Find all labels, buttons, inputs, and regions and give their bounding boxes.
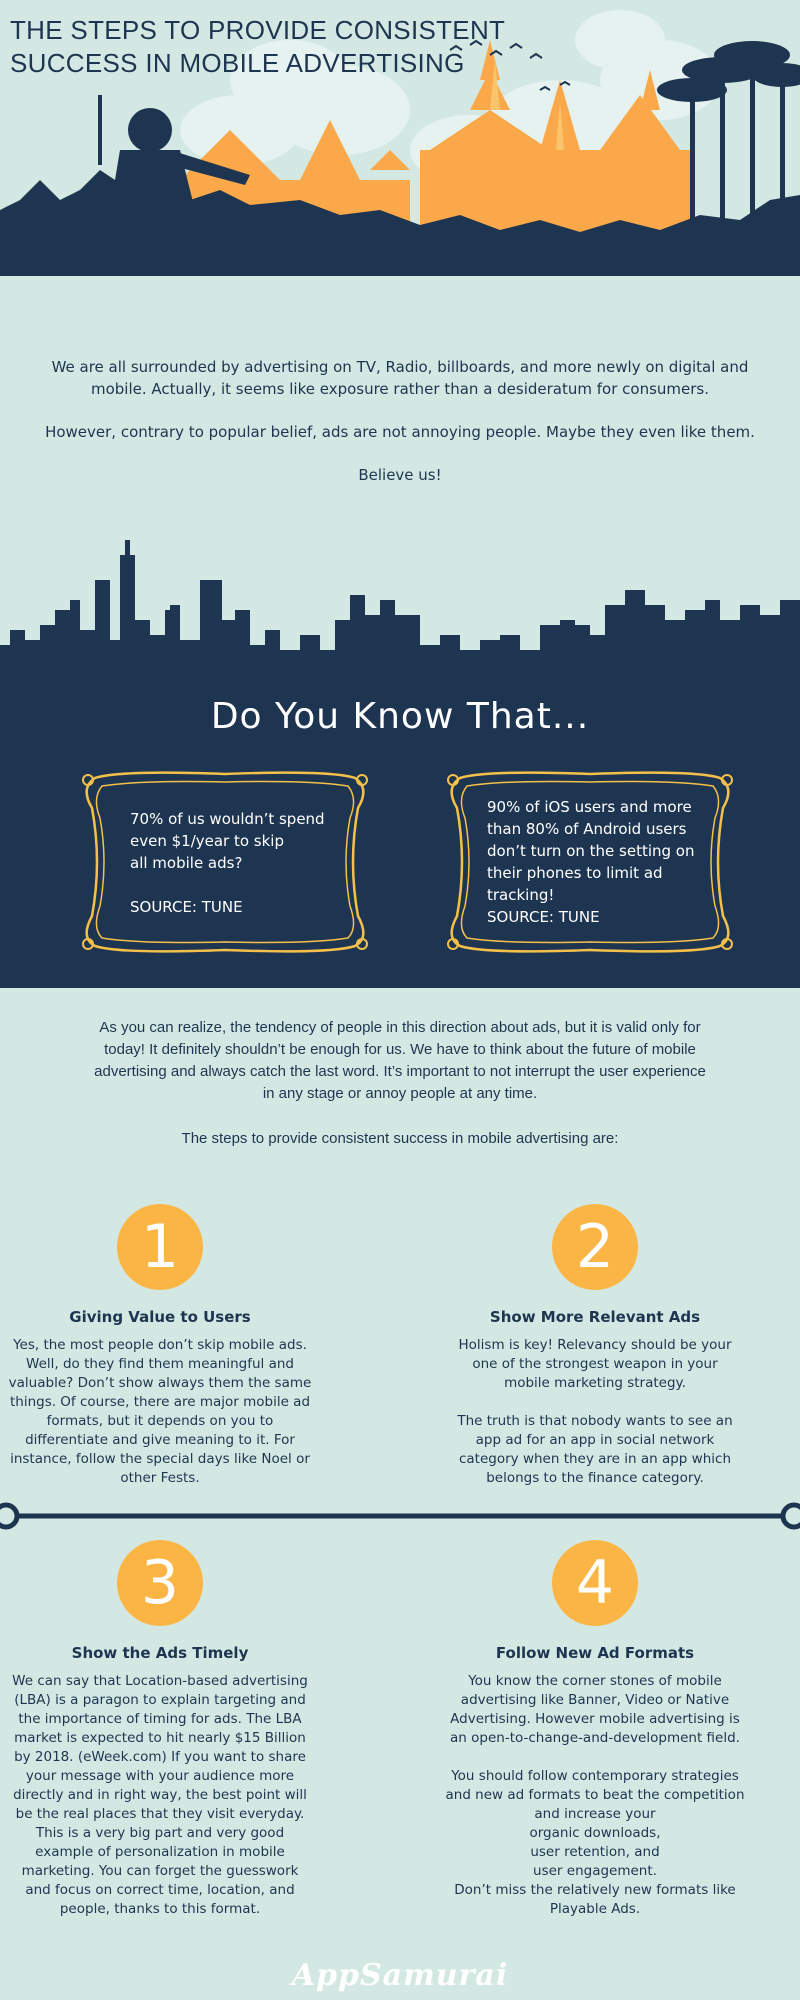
- intro-paragraph-2: However, contrary to popular belief, ads are not annoying people. Maybe they even like them.: [45, 423, 755, 441]
- step-title: Show the Ads Timely: [71, 1644, 249, 1662]
- step-number-badge: 3: [117, 1540, 203, 1626]
- step-2: [430, 1204, 760, 1488]
- step-4: [430, 1540, 760, 1919]
- step-1: [0, 1204, 320, 1488]
- intro-paragraph-3: Believe us!: [358, 466, 442, 484]
- do-you-know-section: [0, 668, 800, 988]
- stat-text-right: 90% of iOS users and more than 80% of Android users don’t turn on the setting on their phones to limit ad tracking! SOURCE: TUNE: [487, 798, 695, 926]
- step-body: You know the corner stones of mobile advertising like Banner, Video or Native Advertising. However mobile advertising is an open-to-change-and-development field. You should follow contemporary strategies and new ad formats to beat the competition and increase your organic downloads, user retention, and user engagement. Don’t miss the relatively new formats like Playable Ads.: [445, 1673, 745, 1917]
- hero-banner: [0, 0, 800, 276]
- body-paragraph: As you can realize, the tendency of people in this direction about ads, but it is valid only for today! It definitely shouldn’t be enough for us. We have to think about the future of mobile advertising and always catch the last word. It’s important to not interrupt the user experience in any stage or annoy people at any time.: [94, 1019, 706, 1102]
- appsamurai-logo: AppSamurai: [291, 1958, 509, 1993]
- step-body: Holism is key! Relevancy should be your one of the strongest weapon in your mobile marketing strategy. The truth is that nobody wants to see an app ad for an app in social network category when they are in an app which belongs to the finance category.: [457, 1337, 733, 1486]
- step-3: [0, 1540, 320, 1919]
- stat-card-right: [445, 768, 735, 956]
- steps-intro: The steps to provide consistent success in mobile advertising are:: [181, 1130, 619, 1147]
- stat-card-left: [80, 768, 370, 956]
- city-skyline-illustration: [0, 510, 800, 670]
- section-heading: Do You Know That...: [210, 696, 590, 737]
- step-body: Yes, the most people don’t skip mobile ads. Well, do they find them meaningful and valuable? Don’t show always them the same things. Of course, there are major mobile ad formats, but it depends on you to differentiate and give meaning to it. For instance, follow the special days like Noel or other Fests.: [8, 1337, 312, 1486]
- stat-text-left: 70% of us wouldn’t spend even $1/year to skip all mobile ads? SOURCE: TUNE: [130, 810, 325, 916]
- step-title: Follow New Ad Formats: [495, 1644, 695, 1662]
- step-number-badge: 1: [117, 1204, 203, 1290]
- step-number-badge: 4: [552, 1540, 638, 1626]
- page-title: THE STEPS TO PROVIDE CONSISTENT SUCCESS IN MOBILE ADVERTISING: [10, 15, 505, 78]
- intro-paragraph-1: We are all surrounded by advertising on TV, Radio, billboards, and more newly on digital and mobile. Actually, it seems like exposure rather than a desideratum for consumers.: [51, 358, 749, 398]
- step-title: Show More Relevant Ads: [489, 1308, 701, 1326]
- step-body: We can say that Location-based advertising (LBA) is a paragon to explain targeting and the importance of timing for ads. The LBA market is expected to hit nearly $15 Billion by 2018. (eWeek.com) If you want to share your message with your audience more directly and in right way, the best point will be the real places that they visit everyday. This is a very big part and very good example of personalization in mobile marketing. You can forget the guesswork and focus on correct time, location, and people, thanks to this format.: [12, 1673, 308, 1917]
- step-title: Giving Value to Users: [69, 1308, 251, 1326]
- divider-line: [0, 1500, 800, 1540]
- step-number-badge: 2: [552, 1204, 638, 1290]
- intro-text: [40, 356, 760, 507]
